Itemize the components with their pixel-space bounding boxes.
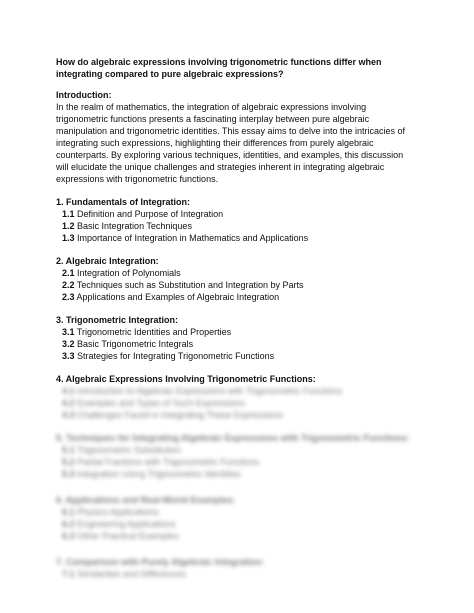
item-number: 1.1 bbox=[62, 209, 75, 219]
item-number: 6.2 bbox=[62, 519, 75, 529]
item-text: Definition and Purpose of Integration bbox=[77, 209, 224, 219]
item-text: Trigonometric Substitution bbox=[76, 445, 182, 455]
item-text: Integration Using Trigonometric Identities bbox=[77, 469, 241, 479]
outline-item bbox=[56, 409, 418, 421]
outline-item bbox=[56, 444, 418, 456]
section-2 bbox=[56, 255, 418, 303]
item-text: Examples and Types of Such Expressions bbox=[77, 398, 245, 408]
item-text: Trigonometric Identities and Properties bbox=[76, 327, 232, 337]
outline-item bbox=[56, 338, 418, 350]
section-7 bbox=[56, 556, 418, 580]
item-text: Applications and Examples of Algebraic Integration bbox=[76, 292, 280, 302]
outline-item bbox=[56, 232, 418, 244]
outline-item bbox=[56, 518, 418, 530]
outline-item bbox=[56, 506, 418, 518]
item-text: Physics Applications bbox=[77, 507, 159, 517]
item-number: 2.2 bbox=[62, 280, 75, 290]
intro-heading: Introduction: bbox=[56, 90, 112, 100]
item-text: Engineering Applications bbox=[77, 519, 176, 529]
blurred-preview bbox=[56, 432, 418, 580]
item-number: 7.1 bbox=[62, 569, 75, 579]
outline-item bbox=[56, 468, 418, 480]
blurred-preview bbox=[56, 385, 418, 421]
item-number: 1.2 bbox=[62, 221, 75, 231]
outline-item bbox=[56, 385, 418, 397]
item-number: 3.3 bbox=[62, 351, 75, 361]
outline-item bbox=[56, 397, 418, 409]
item-text: Strategies for Integrating Trigonometric Functions bbox=[77, 351, 275, 361]
section-heading: 1. Fundamentals of Integration: bbox=[56, 197, 191, 207]
outline-item bbox=[56, 267, 418, 279]
outline-item bbox=[56, 208, 418, 220]
section-heading: 5. Techniques for Integrating Algebraic Expressions with Trigonometric Functions: bbox=[56, 433, 410, 443]
section-1 bbox=[56, 196, 418, 244]
section-5 bbox=[56, 432, 418, 480]
section-6 bbox=[56, 494, 418, 542]
item-text: Other Practical Examples bbox=[77, 531, 179, 541]
item-number: 2.3 bbox=[62, 292, 75, 302]
outline-item bbox=[56, 456, 418, 468]
section-3 bbox=[56, 314, 418, 362]
outline-item bbox=[56, 279, 418, 291]
item-number: 3.1 bbox=[62, 327, 75, 337]
intro-paragraph: In the realm of mathematics, the integration of algebraic expressions involving trigonometric functions presents a fascinating interplay between pure algebraic manipulation and trigonometric identities. This essay aims to delve into the intricacies of integrating such expressions, highlighting their differences from purely algebraic counterparts. By exploring various techniques, identities, and examples, this discussion will elucidate the unique challenges and strategies inherent in integrating algebraic expressions with trigonometric functions. bbox=[56, 102, 406, 184]
item-number: 3.2 bbox=[62, 339, 75, 349]
item-number: 1.3 bbox=[62, 233, 75, 243]
item-number: 2.1 bbox=[62, 268, 75, 278]
item-number: 5.1 bbox=[62, 445, 75, 455]
item-number: 6.3 bbox=[62, 531, 75, 541]
section-heading: 2. Algebraic Integration: bbox=[56, 256, 159, 266]
item-text: Basic Integration Techniques bbox=[77, 221, 192, 231]
outline-item bbox=[56, 568, 418, 580]
item-number: 4.3 bbox=[62, 410, 75, 420]
item-text: Partial Fractions with Trigonometric Functions bbox=[77, 457, 260, 467]
item-number: 4.2 bbox=[62, 398, 75, 408]
item-number: 6.1 bbox=[62, 507, 75, 517]
outline-item bbox=[56, 530, 418, 542]
item-text: Techniques such as Substitution and Integration by Parts bbox=[76, 280, 304, 290]
section-heading: 7. Comparison with Purely Algebraic Integration: bbox=[56, 557, 265, 567]
section-heading: 4. Algebraic Expressions Involving Trigonometric Functions: bbox=[56, 374, 316, 384]
item-text: Challenges Faced in Integrating These Expressions bbox=[77, 410, 283, 420]
section-heading: 3. Trigonometric Integration: bbox=[56, 315, 179, 325]
item-text: Basic Trigonometric Integrals bbox=[77, 339, 194, 349]
outline-item bbox=[56, 326, 418, 338]
item-number: 5.2 bbox=[62, 457, 75, 467]
document-title: How do algebraic expressions involving trigonometric functions differ when integrating compared to pure algebraic expressions? bbox=[56, 57, 382, 79]
outline-item bbox=[56, 220, 418, 232]
item-number: 4.1 bbox=[62, 386, 75, 396]
outline-item bbox=[56, 291, 418, 303]
outline-item bbox=[56, 350, 418, 362]
item-text: Integration of Polynomials bbox=[77, 268, 181, 278]
item-text: Introduction to Algebraic Expressions with Trigonometric Functions bbox=[77, 386, 343, 396]
section-4 bbox=[56, 373, 418, 421]
item-number: 5.3 bbox=[62, 469, 75, 479]
item-text: Importance of Integration in Mathematics and Applications bbox=[77, 233, 309, 243]
section-heading: 6. Applications and Real-World Examples: bbox=[56, 495, 236, 505]
item-text: Similarities and Differences bbox=[77, 569, 186, 579]
